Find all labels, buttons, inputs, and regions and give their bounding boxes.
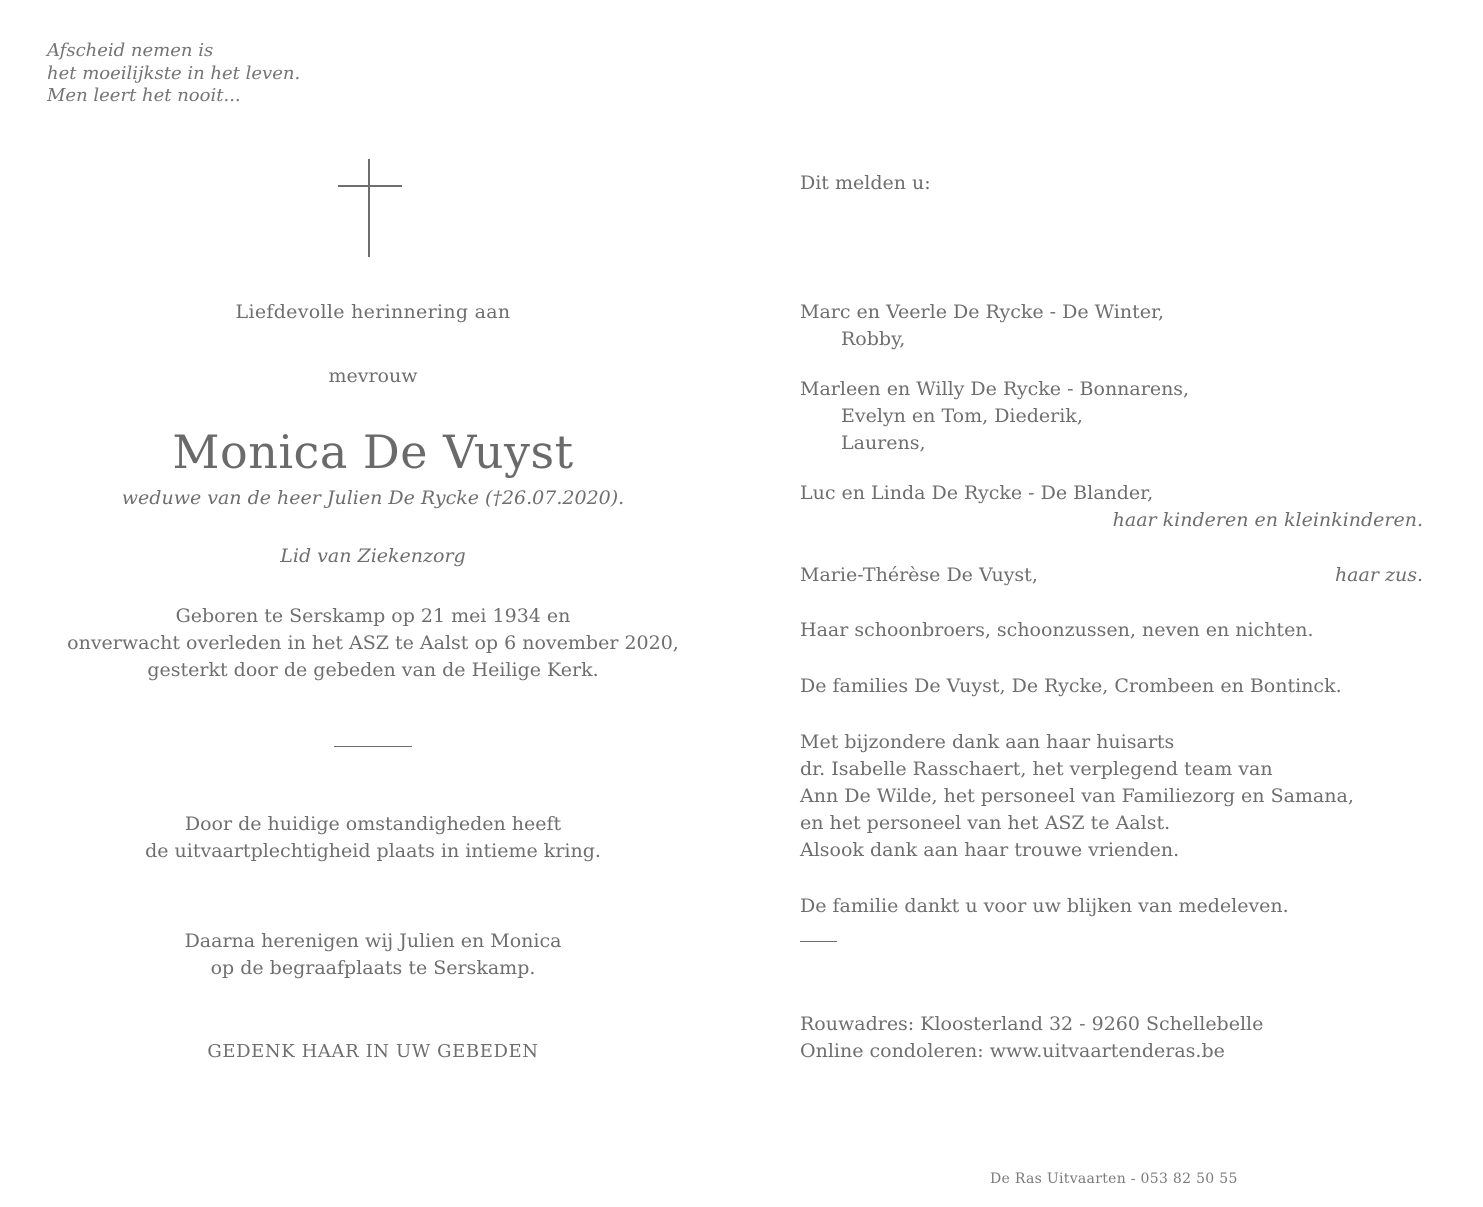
cross-icon-vertical [368,159,370,257]
thanks-line: en het personeel van het ASZ te Aalst. [800,812,1171,834]
burial-line: op de begraafplaats te Serskamp. [210,957,536,979]
families-text: De families De Vuyst, De Rycke, Crombeen en Bontinck. [800,675,1342,697]
funeral-home-credit: De Ras Uitvaarten - 053 82 50 55 [990,1171,1238,1187]
family-children: Robby, [841,328,906,350]
quote-line: het moeilijkste in het leven. [47,62,301,84]
thanks-line: Alsook dank aan haar trouwe vrienden. [800,839,1180,861]
quote-line: Men leert het nooit... [47,85,241,106]
announce-text: Dit melden u: [800,172,931,194]
thanks-line: Ann De Wilde, het personeel van Familiezorg en Samana, [800,785,1354,807]
contact-block [800,1011,1263,1065]
in-memory-text: Liefdevolle herinnering aan [235,301,511,323]
burial-text [23,928,723,982]
family-children: Laurens, [841,432,926,454]
birth-death-line: Geboren te Serskamp op 21 mei 1934 en [175,605,571,627]
widow-of-text: weduwe van de heer Julien De Rycke (†26.07.2020). [121,487,625,509]
online-condolence: Online condoleren: www.uitvaartenderas.be [800,1040,1225,1062]
birth-death-line: onverwacht overleden in het ASZ te Aalst op 6 november 2020, [67,632,679,654]
family-parent: Marleen en Willy De Rycke - Bonnarens, [800,378,1190,400]
membership-text: Lid van Ziekenzorg [280,545,466,567]
family-group [800,299,1164,353]
birth-death-line: gesterkt door de gebeden van de Heilige Kerk. [147,659,599,681]
deceased-name: Monica De Vuyst [172,425,574,479]
family-group [800,376,1189,457]
sister-name: Marie-Thérèse De Vuyst, [800,564,1038,586]
thanks-text [800,729,1354,864]
family-parent: Marc en Veerle De Rycke - De Winter, [800,301,1165,323]
family-parent: Luc en Linda De Rycke - De Blander, [800,482,1154,504]
quote-line: Afscheid nemen is [47,40,214,61]
burial-line: Daarna herenigen wij Julien en Monica [184,930,562,952]
cross-icon-horizontal [338,185,402,187]
sister-role-label: haar zus. [1334,564,1423,586]
family-children: Evelyn en Tom, Diederik, [841,405,1083,427]
mourning-address: Rouwadres: Kloosterland 32 - 9260 Schellebelle [800,1013,1264,1035]
section-divider [800,941,837,942]
salutation: mevrouw [328,365,418,387]
birth-death-details [23,603,723,684]
thanks-line: dr. Isabelle Rasschaert, het verplegend team van [800,758,1273,780]
family-group [800,480,1153,507]
children-role-label: haar kinderen en kleinkinderen. [1112,509,1423,531]
ceremony-line: de uitvaartplechtigheid plaats in intieme kring. [145,840,601,862]
in-laws-text: Haar schoonbroers, schoonzussen, neven en nichten. [800,619,1314,641]
thanks-line: Met bijzondere dank aan haar huisarts [800,731,1175,753]
opening-quote [47,40,300,108]
ceremony-line: Door de huidige omstandigheden heeft [184,813,562,835]
family-thanks-text: De familie dankt u voor uw blijken van medeleven. [800,895,1289,917]
section-divider [334,746,412,747]
ceremony-text [23,811,723,865]
prayer-request: GEDENK HAAR IN UW GEBEDEN [207,1041,539,1062]
